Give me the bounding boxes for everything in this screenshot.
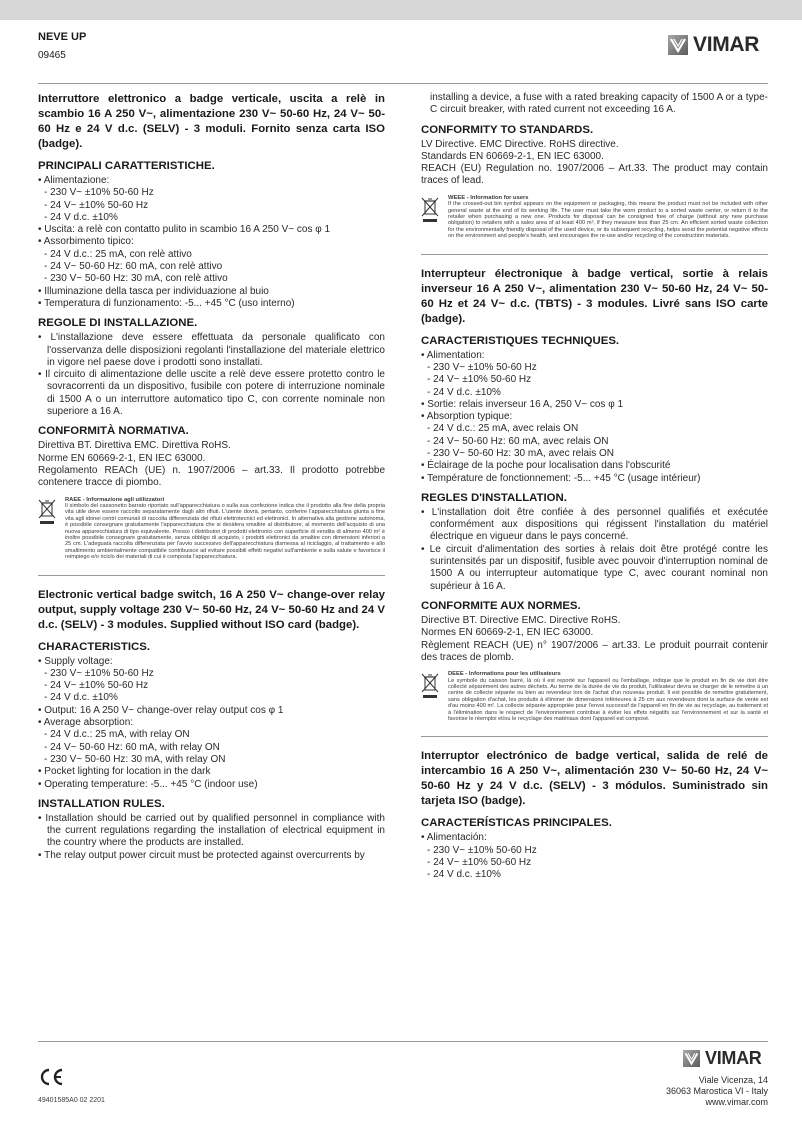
italian-weee-text: Il simbolo del cassonetto barrato riportato sull'apparecchiatura o sulla sua confezione indica che il prodotto alla fine della propria vita utile deve essere raccolto separatamente dagli altri rifiuti. L'utente dovrà, pertanto, conferire l'apparecchiatura giunta a fine vita agli idonei centri comunali di raccolta differenziata dei rifiuti elettrotecnici ed elettronici. In alternativa alla gestione autonoma, è possibile consegnare gratuitamente l'apparecchiatura che si desidera smaltire al distributore, al momento dell'acquisto di una nuova apparecchiatura di tipo equivalente. Presso i distributori di prodotti elettronici con superficie di vendita di almeno 400 m² è inoltre possibile consegnare gratuitamente, senza obbligo di acquisto, i prodotti elettronici da smaltire con dimensioni inferiori a 25 cm. L'adeguata raccolta differenziata per l'avvio successivo dell'apparecchiatura dismessa al riciclaggio, al trattamento e allo smaltimento ambientalmente compatibile contribuisce ad evitare possibili effetti negativi sull'ambiente e sulla salute e favorisce il reimpiego e/o riciclo dei materiali di cui è composta l'apparecchiatura. bbox=[65, 502, 385, 561]
english-install-item-1: • Installation should be carried out by qualified personnel in compliance with the current regulations regarding the installation of electrical equipment in the country where the products are installed. bbox=[38, 812, 385, 849]
italian-title: Interruttore elettronico a badge verticale, uscita a relè in scambio 16 A 250 V~, alimentazione 230 V~ 50-60 Hz, 24 V~ 50-60 Hz e 24 V d.c. (SELV) - 3 moduli. Fornito senza carta ISO (badge). bbox=[38, 93, 385, 150]
left-column bbox=[38, 92, 385, 862]
list-item: • Supply voltage: bbox=[38, 655, 113, 667]
english-weee-notice bbox=[421, 195, 768, 240]
crossed-bin-icon bbox=[421, 673, 439, 722]
section-divider bbox=[421, 736, 768, 737]
product-code: 09465 bbox=[38, 50, 66, 61]
french-install-list bbox=[421, 507, 768, 593]
list-item: • Pocket lighting for location in the dark bbox=[38, 766, 211, 778]
section-divider bbox=[38, 575, 385, 576]
sub-list-item: - 24 V~ 50-60 Hz: 60 mA, avec relais ON bbox=[427, 435, 609, 447]
vimar-wordmark: VIMAR bbox=[705, 1048, 762, 1068]
sub-list-item: - 24 V~ 50-60 Hz: 60 mA, with relay ON bbox=[44, 741, 220, 753]
list-item: • Uscita: a relè con contatto pulito in scambio 16 A 250 V~ cos φ 1 bbox=[38, 224, 331, 236]
english-install-item-2-start: • The relay output power circuit must be protected against overcurrents by bbox=[38, 849, 365, 861]
french-weee-notice bbox=[421, 671, 768, 722]
vimar-mark-icon bbox=[668, 35, 688, 55]
product-name: NEVE UP bbox=[38, 31, 87, 43]
company-address bbox=[666, 1075, 768, 1107]
italian-char-heading: PRINCIPALI CARATTERISTICHE. bbox=[38, 160, 215, 172]
english-title: Electronic vertical badge switch, 16 A 250 V~ change-over relay output, supply voltage 230 V~ 50-60 Hz, 24 V~ 50-60 Hz and 24 V d.c. (SELV) - 3 modules. Supplied without ISO card (badge). bbox=[38, 588, 385, 631]
paragraph-line: Directive BT. Directive EMC. Directive RoHS. bbox=[421, 614, 621, 626]
sub-list-item: - 24 V d.c.: 25 mA, with relay ON bbox=[44, 729, 190, 741]
paragraph-line: Direttiva BT. Direttiva EMC. Direttiva RoHS. bbox=[38, 440, 231, 452]
italian-install-heading: REGOLE DI INSTALLAZIONE. bbox=[38, 317, 198, 330]
address-street: Viale Vicenza, 14 bbox=[698, 1075, 768, 1085]
sub-list-item: - 230 V~ 50-60 Hz: 30 mA, with relay ON bbox=[44, 753, 226, 765]
vimar-wordmark: VIMAR bbox=[693, 33, 760, 56]
list-item: • Absorption typique: bbox=[421, 411, 513, 423]
sub-list-item: - 230 V~ 50-60 Hz: 30 mA, avec relais ON bbox=[427, 448, 615, 459]
paragraph-line: LV Directive. EMC Directive. RoHS directive. bbox=[421, 138, 619, 150]
sub-list-item: - 24 V d.c. ±10% bbox=[44, 692, 118, 704]
vimar-mark-icon bbox=[683, 1050, 700, 1067]
sub-list-item: - 230 V~ 50-60 Hz: 30 mA, con relè attivo bbox=[44, 273, 228, 285]
sub-list-item: - 230 V~ ±10% 50-60 Hz bbox=[427, 844, 537, 856]
sub-list-item: - 24 V d.c.: 25 mA, con relè attivo bbox=[44, 248, 192, 260]
list-item: • Assorbimento tipico: bbox=[38, 236, 134, 248]
english-conf-list bbox=[421, 139, 768, 188]
list-item: • Le circuit d'alimentation des sorties à relais doit être protégé contre les surintensités par un dispositif, fusible avec pouvoir d'interruption nominal de 1500 A ou interrupteur automatique type C, avec courant nominal non supérieur à 16 A. bbox=[421, 543, 768, 592]
top-band bbox=[0, 0, 802, 20]
french-conf-heading: CONFORMITE AUX NORMES. bbox=[421, 599, 581, 612]
english-char-heading: CHARACTERISTICS. bbox=[38, 640, 151, 653]
sub-list-item: - 230 V~ ±10% 50-60 Hz bbox=[44, 187, 154, 199]
italian-weee-notice bbox=[38, 497, 385, 561]
list-item: • Température de fonctionnement: -5... +45 °C (usage intérieur) bbox=[421, 472, 701, 484]
list-item: • Sortie: relais inverseur 16 A, 250 V~ cos φ 1 bbox=[421, 398, 624, 410]
english-install-item-2-cont: installing a device, a fuse with a rated breaking capacity of 1500 A or a type-C circuit breaker, with rated current not exceeding 16 A. bbox=[430, 92, 768, 116]
french-char-list bbox=[421, 350, 768, 485]
italian-conf-list bbox=[38, 440, 385, 489]
sub-list-item: - 24 V~ ±10% 50-60 Hz bbox=[427, 374, 532, 386]
sub-list-item: - 24 V~ ±10% 50-60 Hz bbox=[427, 857, 532, 868]
italian-weee-title: RAEE - Informazione agli utilizzatori bbox=[65, 496, 165, 503]
sub-list-item: - 24 V d.c. ±10% bbox=[427, 386, 501, 398]
english-conf-heading: CONFORMITY TO STANDARDS. bbox=[421, 123, 594, 136]
crossed-bin-icon bbox=[38, 499, 56, 561]
paragraph-line: Norme EN 60669-2-1, EN IEC 63000. bbox=[38, 452, 206, 464]
paragraph-line: Regolamento REACh (UE) n. 1907/2006 – art.33. Il prodotto potrebbe contenere tracce di piombo. bbox=[38, 464, 385, 489]
spanish-char-list bbox=[421, 832, 768, 881]
list-item: • Illuminazione della tasca per individuazione al buio bbox=[38, 285, 269, 297]
french-char-heading: CARACTERISTIQUES TECHNIQUES. bbox=[421, 334, 620, 347]
spanish-char-heading: CARACTERÍSTICAS PRINCIPALES. bbox=[421, 817, 612, 830]
sub-list-item: - 24 V~ ±10% 50-60 Hz bbox=[44, 199, 149, 211]
list-item: • Il circuito di alimentazione delle uscite a relè deve essere protetto contro le sovracorrenti da un dispositivo, fusibile con potere di interruzione nominale di 1500 A o un interruttore automatico tipo C, con corrente nominale non superiore a 16 A. bbox=[38, 369, 385, 418]
english-char-list bbox=[38, 656, 385, 791]
document-id: 49401585A0 02 2201 bbox=[38, 1097, 105, 1104]
paragraph-line: Règlement REACH (UE) n° 1907/2006 – art.33. Le produit pourrait contenir des traces de plomb. bbox=[421, 639, 768, 663]
french-weee-text: Le symbole du caisson barré, là où il est reporté sur l'appareil ou l'emballage, indique que le produit en fin de vie doit être collecté séparément des autres déchets. Au terme de la durée de vie du produit, l'utilisateur devra se charger de le remettre à un centre de collecte séparée ou bien au revendeur lors de l'achat d'un nouveau produit. Il est possible de remettre gratuitement, sans obligation d'achat, les produits à éliminer de dimensions inférieures à 25 cm aux revendeurs dont la surface de vente est d'au moins 400 m². La collecte séparée appropriée pour l'envoi successif de l'appareil en fin de vie au recyclage, au traitement et à l'élimination dans le respect de l'environnement contribue à éviter les effets négatifs sur l'environnement et sur la santé et favorise le réemploi et/ou le recyclage des matériaux dont l'appareil est composé. bbox=[448, 677, 768, 722]
header-divider bbox=[38, 83, 768, 84]
french-title: Interrupteur électronique à badge vertical, sortie à relais inverseur 16 A 250 V~, alimentation 230 V~ 50-60 Hz, 24 V~ 50-60 Hz et 24 V~ d.c. (TBTS) - 3 modules. Livré sans ISO carte (badge). bbox=[421, 267, 768, 325]
list-item: • Alimentazione: bbox=[38, 175, 110, 186]
english-weee-text: If the crossed-out bin symbol appears on the equipment or packaging, this means the product must not be included with other general waste at the end of its working life. The user must take the worn product to a sorted waste center, or return it to the retailer when purchasing a new one. Products for disposal can be consigned free of charge (without any new purchase obligation) to retailers with a sales area of at least 400 m², if they measure less than 25 cm. An efficient sorted waste collection for the environmentally friendly disposal of the used device, or its subsequent recycling, helps avoid the potential negative effects on the environment and people's health, and encourages the re-use and/or recycling of the construction materials. bbox=[448, 201, 768, 240]
sub-list-item: - 24 V d.c. ±10% bbox=[427, 869, 501, 881]
list-item: • Alimentación: bbox=[421, 832, 487, 844]
list-item: • Operating temperature: -5... +45 °C (indoor use) bbox=[38, 778, 258, 790]
italian-conf-heading: CONFORMITÀ NORMATIVA. bbox=[38, 425, 189, 438]
sub-list-item: - 230 V~ ±10% 50-60 Hz bbox=[427, 361, 537, 373]
ce-mark-icon bbox=[38, 1067, 64, 1087]
paragraph-line: REACH (EU) Regulation no. 1907/2006 – Art.33. The product may contain traces of lead. bbox=[421, 163, 768, 187]
paragraph-line: Standards EN 60669-2-1, EN IEC 63000. bbox=[421, 150, 604, 162]
list-item: • Average absorption: bbox=[38, 717, 134, 729]
list-item: • Temperatura di funzionamento: -5... +45 °C (uso interno) bbox=[38, 297, 295, 309]
list-item: • Output: 16 A 250 V~ change-over relay output cos φ 1 bbox=[38, 704, 284, 716]
english-weee-title: WEEE - Information for users bbox=[448, 194, 529, 201]
english-install-heading: INSTALLATION RULES. bbox=[38, 797, 165, 810]
sub-list-item: - 24 V d.c. ±10% bbox=[44, 211, 118, 223]
list-item: • L'installation doit être confiée à des personnel qualifiés et exécutée conformément aux dispositions qui régissent l'installation du matériel électrique en vigueur dans le pays concerné. bbox=[421, 506, 768, 543]
vimar-logo-top bbox=[668, 33, 759, 57]
list-item: • Éclairage de la poche pour localisation dans l'obscurité bbox=[421, 460, 671, 472]
paragraph-line: Normes EN 60669-2-1, EN IEC 63000. bbox=[421, 627, 594, 639]
section-divider bbox=[421, 254, 768, 255]
sub-list-item: - 230 V~ ±10% 50-60 Hz bbox=[44, 667, 154, 679]
right-column bbox=[421, 92, 768, 882]
list-item: • L'installazione deve essere effettuata da personale qualificato con l'osservanza delle disposizioni regolanti l'installazione del materiale elettrico in vigore nel paese dove i prodotti sono installati. bbox=[38, 332, 385, 368]
sub-list-item: - 24 V~ ±10% 50-60 Hz bbox=[44, 680, 149, 692]
sub-list-item: - 24 V d.c.: 25 mA, avec relais ON bbox=[427, 423, 579, 435]
vimar-logo-bottom bbox=[683, 1048, 762, 1069]
footer-divider bbox=[38, 1041, 768, 1042]
french-install-heading: REGLES D'INSTALLATION. bbox=[421, 491, 567, 504]
french-conf-list bbox=[421, 615, 768, 664]
italian-install-list bbox=[38, 332, 385, 418]
french-weee-title: DEEE - Informations pour les utilisateurs bbox=[448, 671, 561, 678]
website-link[interactable]: www.vimar.com bbox=[705, 1096, 768, 1107]
spanish-title: Interruptor electrónico de badge vertical, salida de relé de intercambio 16 A 250 V~, alimentación 230 V~ 50-60 Hz, 24 V~ 50-60 Hz y 24 V d.c. (SELV) - 3 módulos. Suministrado sin tarjeta ISO (badge). bbox=[421, 750, 768, 808]
list-item: • Alimentation: bbox=[421, 349, 485, 361]
sub-list-item: - 24 V~ 50-60 Hz: 60 mA, con relè attivo bbox=[44, 261, 223, 273]
crossed-bin-icon bbox=[421, 197, 439, 240]
address-city: 36063 Marostica VI - Italy bbox=[665, 1085, 768, 1096]
italian-char-list bbox=[38, 175, 385, 310]
